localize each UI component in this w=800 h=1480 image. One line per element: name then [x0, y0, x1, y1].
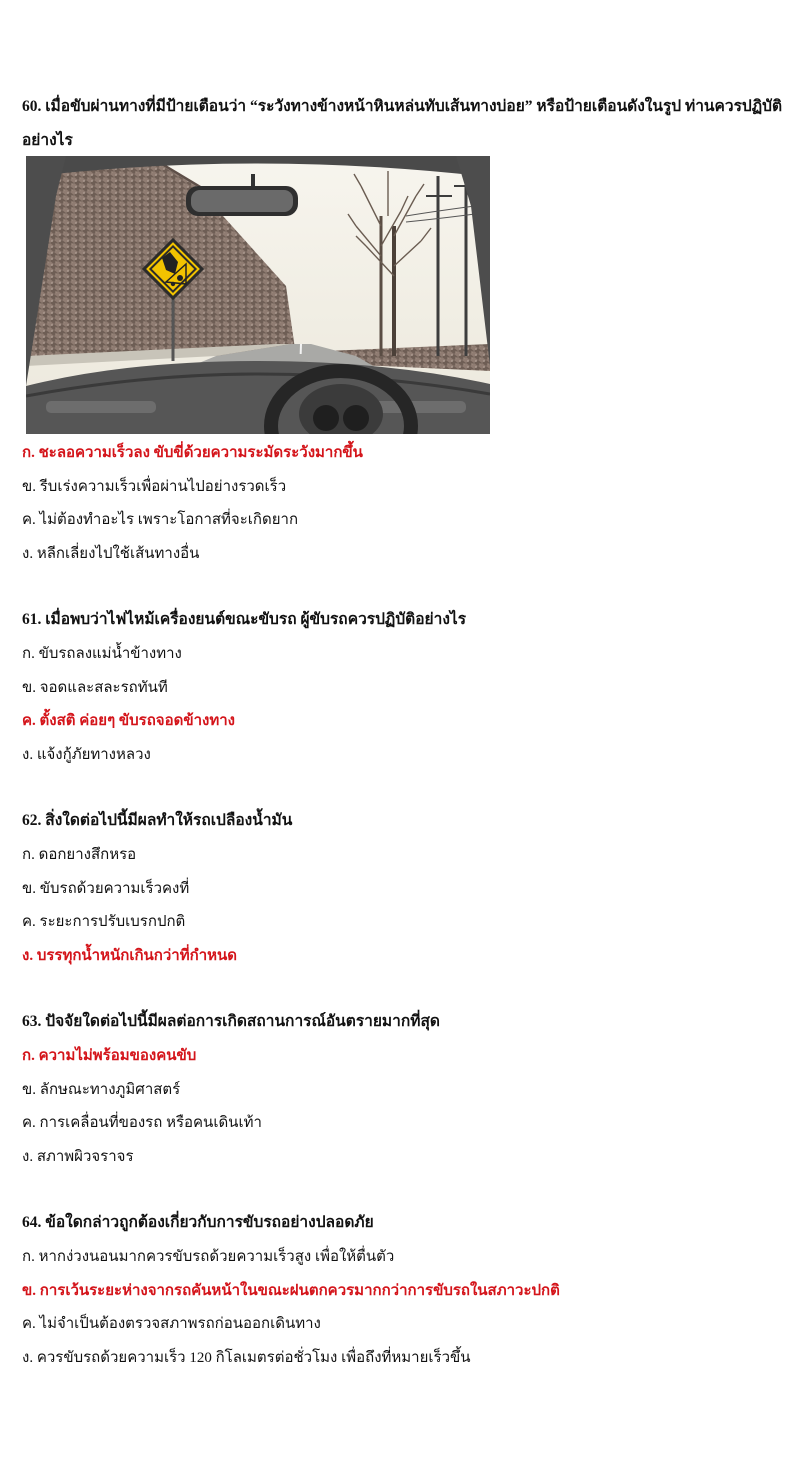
- question-63-title: 63. ปัจจัยใดต่อไปนี้มีผลต่อการเกิดสถานการณ์อันตรายมากที่สุด: [22, 1013, 440, 1030]
- q60-option-d: ง. หลีกเลี่ยงไปใช้เส้นทางอื่น: [22, 546, 200, 562]
- q62-option-c: ค. ระยะการปรับเบรกปกติ: [22, 914, 186, 930]
- q63-option-c: ค. การเคลื่อนที่ของรถ หรือคนเดินเท้า: [22, 1115, 262, 1131]
- q61-option-a: ก. ขับรถลงแม่น้ำข้างทาง: [22, 646, 182, 662]
- q64-option-c: ค. ไม่จำเป็นต้องตรวจสภาพรถก่อนออกเดินทาง: [22, 1316, 321, 1332]
- q60-option-a: ก. ชะลอความเร็วลง ขับขี่ด้วยความระมัดระวังมากขึ้น: [22, 445, 363, 461]
- q64-option-d: ง. ควรขับรถด้วยความเร็ว 120 กิโลเมตรต่อชั่วโมง เพื่อถึงที่หมายเร็วขึ้น: [22, 1350, 471, 1366]
- q62-option-a: ก. ดอกยางสึกหรอ: [22, 847, 137, 863]
- car-windshield-illustration: [26, 156, 490, 434]
- q64-option-b: ข. การเว้นระยะห่างจากรถคันหน้าในขณะฝนตกควรมากกว่าการขับรถในสภาวะปกติ: [22, 1283, 560, 1299]
- question-60-title: 60. เมื่อขับผ่านทางที่มีป้ายเตือนว่า “ระวังทางข้างหน้าหินหล่นทับเส้นทางบ่อย” หรือป้ายเตือนดังในรูป ท่านควรปฏิบัติ อย่างไร: [22, 98, 783, 149]
- q62-option-b: ข. ขับรถด้วยความเร็วคงที่: [22, 881, 190, 897]
- q61-option-d: ง. แจ้งกู้ภัยทางหลวง: [22, 747, 151, 763]
- question-62-title: 62. สิ่งใดต่อไปนี้มีผลทำให้รถเปลืองน้ำมัน: [22, 812, 293, 829]
- q63-option-d: ง. สภาพผิวจราจร: [22, 1149, 134, 1165]
- q64-option-a: ก. หากง่วงนอนมากควรขับรถด้วยความเร็วสูง เพื่อให้ตื่นตัว: [22, 1249, 395, 1265]
- question-64-title: 64. ข้อใดกล่าวถูกต้องเกี่ยวกับการขับรถอย่างปลอดภัย: [22, 1214, 374, 1231]
- q61-option-b: ข. จอดและสละรถทันที: [22, 680, 168, 696]
- q63-option-b: ข. ลักษณะทางภูมิศาสตร์: [22, 1082, 181, 1098]
- q61-option-c: ค. ตั้งสติ ค่อยๆ ขับรถจอดข้างทาง: [22, 713, 235, 729]
- q62-option-d: ง. บรรทุกน้ำหนักเกินกว่าที่กำหนด: [22, 948, 237, 964]
- question-61-title: 61. เมื่อพบว่าไฟไหม้เครื่องยนต์ขณะขับรถ ผู้ขับรถควรปฏิบัติอย่างไร: [22, 611, 467, 628]
- q63-option-a: ก. ความไม่พร้อมของคนขับ: [22, 1048, 197, 1064]
- q60-option-b: ข. รีบเร่งความเร็วเพื่อผ่านไปอย่างรวดเร็ว: [22, 479, 287, 495]
- q60-option-c: ค. ไม่ต้องทำอะไร เพราะโอกาสที่จะเกิดยาก: [22, 512, 299, 528]
